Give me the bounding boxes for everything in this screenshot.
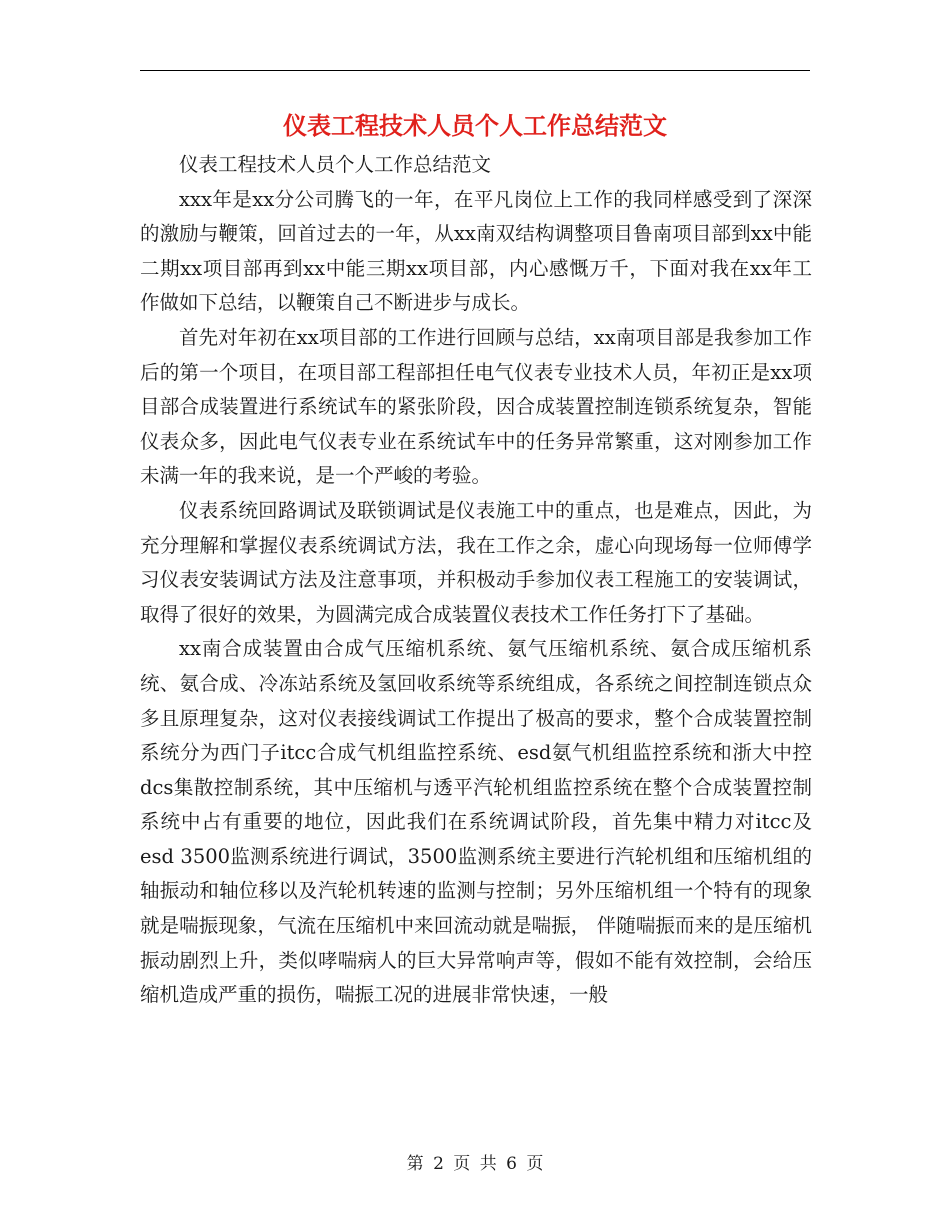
paragraph: 仪表系统回路调试及联锁调试是仪表施工中的重点，也是难点，因此，为充分理解和掌握仪表系统调试方法，我在工作之余，虚心向现场每一位师傅学习仪表安装调试方法及注意事项，并积极动手参加仪表工程施工的安装调试，取得了很好的效果，为圆满完成合成装置仪表技术工作任务打下了基础。 [140, 498, 812, 626]
header-rule [140, 70, 810, 71]
page-number: 第 2 页 共 6 页 [406, 1154, 544, 1174]
paragraph: 首先对年初在xx项目部的工作进行回顾与总结，xx南项目部是我参加工作后的第一个项目，在项目部工程部担任电气仪表专业技术人员，年初正是xx项目部合成装置进行系统试车的紧张阶段，因合成装置控制连锁系统复杂，智能仪表众多，因此电气仪表专业在系统试车中的任务异常繁重，这对刚参加工作未满一年的我来说，是一个严峻的考验。 [140, 325, 812, 488]
paragraph: xx南合成装置由合成气压缩机系统、氨气压缩机系统、氨合成压缩机系统、氨合成、冷冻站系统及氢回收系统等系统组成，各系统之间控制连锁点众多且原理复杂，这对仪表接线调试工作提出了极高的要求，整个合成装置控制系统分为西门子itcc合成气机组监控系统、esd氨气机组监控系统和浙大中控dcs集散控制系统，其中压缩机与透平汽轮机组监控系统在整个合成装置控制系统中占有重要的地位，因此我们在系统调试阶段，首先集中精力对itcc及esd 3500监测系统进行调试，3500监测系统主要进行汽轮机组和压缩机组的轴振动和轴位移以及汽轮机转速的监测与控制；另外压缩机组一个特有的现象就是喘振现象，气流在压缩机中来回流动就是喘振， 伴随喘振而来的是压缩机振动剧烈上升，类似哮喘病人的巨大异常响声等，假如不能有效控制，会给压缩机造成严重的损伤，喘振工况的进展非常快速，一般 [140, 637, 812, 1007]
document-title: 仪表工程技术人员个人工作总结范文 [283, 111, 667, 140]
document-body [140, 148, 812, 1013]
paragraph-subtitle: 仪表工程技术人员个人工作总结范文 [179, 153, 492, 176]
paragraph: xxx年是xx分公司腾飞的一年，在平凡岗位上工作的我同样感受到了深深的激励与鞭策，回首过去的一年，从xx南双结构调整项目鲁南项目部到xx中能二期xx项目部再到xx中能三期xx项目部，内心感慨万千，下面对我在xx年工作做如下总结，以鞭策自己不断进步与成长。 [140, 187, 812, 315]
